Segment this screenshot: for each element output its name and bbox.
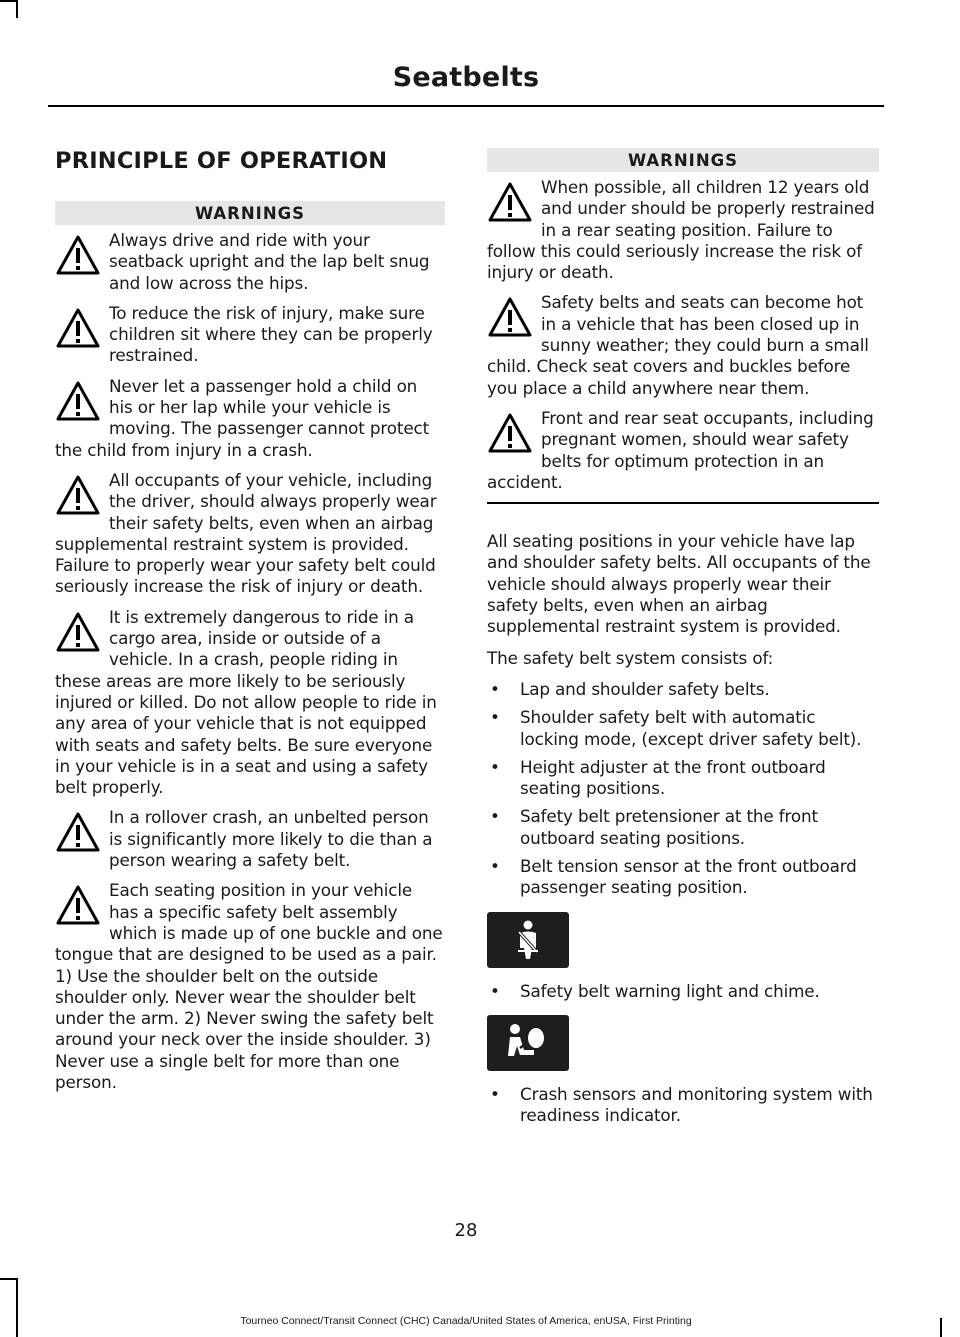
- list-item: [487, 707, 879, 750]
- warning-triangle-icon: [55, 232, 101, 278]
- warning-item: [487, 292, 879, 398]
- list-item: [487, 679, 879, 700]
- crop-mark: [16, 1278, 18, 1337]
- system-components-list: [487, 679, 879, 899]
- system-intro: The safety belt system consists of:: [487, 647, 774, 668]
- list-item: [487, 981, 879, 1002]
- warning-triangle-icon: [55, 378, 101, 424]
- warning-item: [55, 376, 445, 461]
- warning-text: Never let a passenger hold a child on his or her lap while your vehicle is moving. The passenger cannot protect the child from injury in a crash.: [55, 375, 430, 460]
- warning-text: Always drive and ride with your seatback upright and the lap belt snug and low across the hips.: [109, 230, 430, 293]
- warnings-end-divider: [487, 502, 879, 504]
- warning-item: [55, 880, 445, 1093]
- warning-triangle-icon: [55, 472, 101, 518]
- warning-text: All occupants of your vehicle, including the driver, should always properly wear their safety belts, even when an airbag supplemental restraint system is provided. Failure to properly wear your safety belt could seriously increase the risk of injury or death.: [55, 469, 437, 597]
- seatbelt-warning-light-icon: [487, 912, 569, 968]
- warning-item: [487, 408, 879, 493]
- warnings-heading: WARNINGS: [55, 201, 445, 225]
- bullet-glyph: •: [490, 707, 500, 728]
- warning-triangle-icon: [55, 305, 101, 351]
- warning-triangle-icon: [487, 410, 533, 456]
- list-item-text: Shoulder safety belt with automatic locking mode, (except driver safety belt).: [520, 707, 862, 749]
- list-item: [487, 1084, 879, 1127]
- bullet-glyph: •: [490, 980, 500, 1001]
- warning-item: [55, 607, 445, 799]
- list-item-text: Crash sensors and monitoring system with readiness indicator.: [520, 1083, 873, 1126]
- list-item: [487, 856, 879, 899]
- warning-triangle-icon: [55, 882, 101, 928]
- footer-text: Tourneo Connect/Transit Connect (CHC) Canada/United States of America, enUSA, First Printing: [240, 1315, 692, 1327]
- list-item-text: Safety belt warning light and chime.: [520, 980, 820, 1001]
- intro-paragraph: All seating positions in your vehicle have lap and shoulder safety belts. All occupants of the vehicle should always properly wear their safety belts, even when an airbag supplemental restraint system is provided.: [487, 531, 871, 637]
- bullet-glyph: •: [490, 806, 500, 827]
- warnings-heading: WARNINGS: [487, 148, 879, 172]
- warning-triangle-icon: [487, 179, 533, 225]
- list-item-text: Safety belt pretensioner at the front outboard seating positions.: [520, 806, 818, 848]
- bullet-glyph: •: [490, 678, 500, 699]
- section-title: PRINCIPLE OF OPERATION: [55, 148, 388, 174]
- crash-sensor-list: [487, 1084, 879, 1127]
- list-item: [487, 757, 879, 800]
- crop-mark: [16, 0, 18, 18]
- bullet-glyph: •: [490, 756, 500, 777]
- list-item: [487, 806, 879, 849]
- page-number: 28: [454, 1220, 478, 1241]
- seatbelt-light-list: [487, 981, 879, 1002]
- warning-triangle-icon: [487, 294, 533, 340]
- right-column: [487, 148, 879, 1134]
- warning-text: When possible, all children 12 years old and under should be properly restrained in a rear seating position. Failure to follow this could seriously increase the risk of injury or death.: [487, 177, 875, 283]
- warning-text: In a rollover crash, an unbelted person is significantly more likely to die than a person wearing a safety belt.: [109, 807, 433, 871]
- warning-text: To reduce the risk of injury, make sure children sit where they can be properly restrained.: [109, 302, 433, 366]
- list-item-text: Height adjuster at the front outboard seating positions.: [520, 756, 826, 799]
- warning-item: [55, 470, 445, 598]
- crop-mark: [940, 1318, 942, 1337]
- header-divider: [48, 105, 884, 107]
- bullet-glyph: •: [490, 856, 500, 877]
- airbag-readiness-indicator-icon: [487, 1015, 569, 1071]
- warning-triangle-icon: [55, 809, 101, 855]
- bullet-glyph: •: [490, 1083, 500, 1104]
- warning-item: [487, 177, 879, 283]
- warning-text: It is extremely dangerous to ride in a cargo area, inside or outside of a vehicle. In a crash, people riding in these areas are more likely to be seriously injured or killed. Do not allow people to ride in any area of your vehicle that is not equipped with seats and safety belts. Be sure everyone in your vehicle is in a seat and using a safety belt properly.: [55, 606, 437, 798]
- warning-triangle-icon: [55, 609, 101, 655]
- warning-text: Each seating position in your vehicle has a specific safety belt assembly which is made up of one buckle and one tongue that are designed to be used as a pair. 1) Use the shoulder belt on the outside shoulder only. Never wear the shoulder belt under the arm. 2) Never swing the safety belt around your neck over the inside shoulder. 3) Never use a single belt for more than one person.: [55, 880, 443, 1092]
- page-title: Seatbelts: [392, 62, 540, 93]
- left-column: [55, 148, 445, 1102]
- warning-item: [55, 807, 445, 871]
- list-item-text: Lap and shoulder safety belts.: [520, 678, 770, 699]
- warning-item: [55, 230, 445, 294]
- warning-text: Front and rear seat occupants, including pregnant women, should wear safety belts for optimum protection in an accident.: [487, 407, 874, 492]
- list-item-text: Belt tension sensor at the front outboard passenger seating position.: [520, 856, 857, 898]
- warning-item: [55, 303, 445, 367]
- warning-text: Safety belts and seats can become hot in a vehicle that has been closed up in sunny weather; they could burn a small child. Check seat covers and buckles before you place a child anywhere near them.: [487, 292, 869, 398]
